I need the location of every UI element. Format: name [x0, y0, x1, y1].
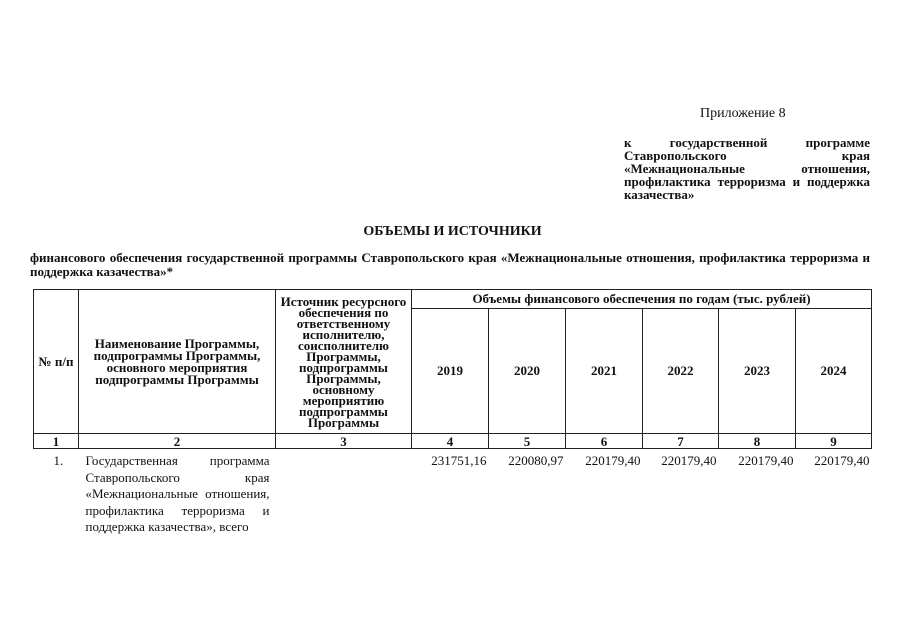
row-value-2023: 220179,40: [738, 453, 794, 468]
financing-table: [33, 289, 872, 536]
header-year-2019: 2019: [412, 309, 489, 434]
header-year-2020: 2020: [489, 309, 566, 434]
document-subtitle: финансового обеспечения государственной программы Ставропольского края «Межнациональные отношения, профилактика терроризма и поддержка казачества»*: [30, 250, 870, 279]
row-value-2020: 220080,97: [508, 453, 564, 468]
row-value-2021: 220179,40: [585, 453, 641, 468]
column-index: 6: [566, 434, 643, 449]
column-index: 7: [643, 434, 719, 449]
header-program-name: Наименование Программы, подпрограммы Программы, основного мероприятия подпрограммы Программы: [79, 290, 276, 434]
column-index: 1: [34, 434, 79, 449]
column-index: 9: [796, 434, 872, 449]
column-index-row: [34, 434, 872, 449]
appendix-description: к государственной программе Ставропольского края «Межнациональные отношения, профилактика терроризма и поддержка казачества»: [624, 135, 870, 202]
document-title: ОБЪЕМЫ И ИСТОЧНИКИ: [363, 224, 542, 239]
column-index: 8: [719, 434, 796, 449]
header-year-2024: 2024: [796, 309, 872, 434]
row-funding-source: [276, 449, 412, 536]
header-year-2023: 2023: [719, 309, 796, 434]
header-year-2022: 2022: [643, 309, 719, 434]
row-value-2019: 231751,16: [431, 453, 487, 468]
row-value-2022: 220179,40: [661, 453, 717, 468]
column-index: 4: [412, 434, 489, 449]
column-index: 2: [79, 434, 276, 449]
header-number: № п/п: [34, 290, 79, 434]
header-funding-source: Источник ресурсного обеспечения по ответственному исполнителю, соисполнителю Программы, подпрограммы Программы, основному мероприятию подпрограммы Программы: [276, 290, 412, 434]
header-year-2021: 2021: [566, 309, 643, 434]
row-program-name: Государственная программа Ставропольского края «Межнациональные отношения, профилактика терроризма и поддержка казачества», всего: [85, 453, 270, 534]
appendix-label: Приложение 8: [700, 106, 786, 121]
table-row: [34, 449, 872, 536]
column-index: 5: [489, 434, 566, 449]
column-index: 3: [276, 434, 412, 449]
header-financing-volumes: Объемы финансового обеспечения по годам (тыс. рублей): [412, 290, 872, 309]
row-value-2024: 220179,40: [814, 453, 870, 468]
row-number: 1.: [53, 453, 64, 468]
